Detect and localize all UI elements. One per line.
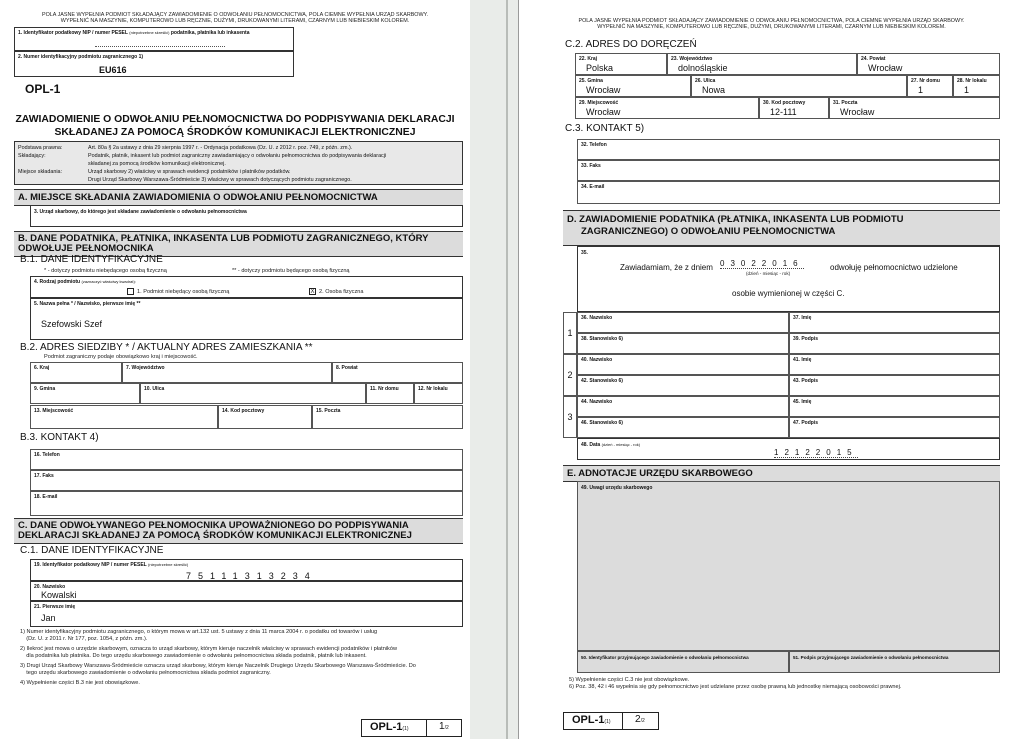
footnote-line: 3) Drugi Urząd Skarbowy Warszawa-Śródmieście oznacza urząd skarbowy, którym kieruje Naczelnik Drugiego Urzędu Skarbowego Warszawa-Śródmieście. Do <box>20 663 416 669</box>
address-field-27[interactable] <box>907 75 953 97</box>
full-name-value: Szefowski Szef <box>41 319 103 329</box>
field-label: 18. E-mail <box>34 494 58 500</box>
address-field[interactable] <box>332 362 463 383</box>
field-label: 39. Podpis <box>793 336 819 342</box>
field-label: 50. Identyfikator przyjmującego zawiadomienie o odwołaniu pełnomocnictwa <box>581 655 749 660</box>
field-value: 12-111 <box>770 107 797 117</box>
subsection-c1: C.1. DANE IDENTYFIKACYJNE <box>20 545 164 556</box>
field-1-nip[interactable] <box>14 27 294 51</box>
row-number: 1 <box>563 312 577 354</box>
page-footer <box>563 712 659 730</box>
submission-date: 12122015 <box>774 448 858 457</box>
legal-basis-block <box>14 141 463 185</box>
field-label: 24. Powiat <box>861 56 886 62</box>
field-3-tax-office[interactable] <box>30 205 463 227</box>
field-label: 25. Gmina <box>579 78 603 84</box>
signatory-field[interactable] <box>577 312 789 333</box>
contact-field[interactable] <box>577 181 1000 204</box>
footer-form-code: OPL-1 <box>370 721 403 733</box>
section-d-header <box>563 210 1000 246</box>
field-label: 42. Stanowisko 6) <box>581 378 623 384</box>
checkbox-icon[interactable] <box>127 288 134 295</box>
field-label: 22. Kraj <box>579 56 598 62</box>
address-field-25[interactable] <box>575 75 691 97</box>
field-label: 40. Nazwisko <box>581 357 613 363</box>
contact-field[interactable] <box>30 491 463 516</box>
date-format-hint: (dzień - miesiąc - rok) <box>746 271 791 276</box>
subsection-c2: C.2. ADRES DO DORĘCZEŃ <box>565 39 697 50</box>
field-49-remarks <box>577 481 1000 651</box>
field-35-statement <box>577 246 1000 312</box>
field-label: 41. Imię <box>793 357 812 363</box>
field-label: 47. Podpis <box>793 420 819 426</box>
revocation-date[interactable]: 03022016 <box>720 259 804 268</box>
field-label: 31. Poczta <box>833 100 858 106</box>
section-b-line: ODWOŁUJE PEŁNOMOCNIKA <box>18 243 154 254</box>
footnote-line: 6) Poz. 38, 42 i 46 wypełnia się gdy pełnomocnictwo jest udzielane przez osobę prawną lub jednostkę niemającą osobowości prawnej. <box>569 684 902 690</box>
signatory-field[interactable] <box>789 354 1000 375</box>
field-hint: (niepotrzebne skreślić) <box>148 562 189 567</box>
footer-page-number: 2 <box>635 714 641 725</box>
instruction-line: POLA JASNE WYPEŁNIA PODMIOT SKŁADAJĄCY ZAWIADOMIENIE O ODWOŁANIU PEŁNOMOCNICTWA, POLA CIEMNE WYPEŁNIA URZĄD SKARBOWY. <box>578 18 965 24</box>
option-label: 1. Podmiot niebędący osobą fizyczną <box>137 288 230 295</box>
field-label: 13. Miejscowość <box>34 408 74 414</box>
field-value: Nowa <box>702 85 726 95</box>
section-d-line: D. ZAWIADOMIENIE PODATNIKA (PŁATNIKA, INKASENTA LUB PODMIOTU <box>567 214 904 225</box>
first-name-value: Jan <box>41 613 56 623</box>
legal-value: Podatnik, płatnik, inkasent lub podmiot zagraniczny zawiadamiający o odwołaniu pełnomocnictwa do podpisywania deklaracji <box>88 153 387 159</box>
field-label: 17. Faks <box>34 473 54 479</box>
b1-note: * - dotyczy podmiotu niebędącego osobą fizyczną <box>44 268 167 274</box>
footnote-line: (Dz. U. z 2011 r. Nr 177, poz. 1054, z późn. zm.). <box>20 636 148 642</box>
field-label: 30. Kod pocztowy <box>763 100 806 106</box>
address-field[interactable] <box>140 383 366 404</box>
field-label: 9. Gmina <box>34 386 56 392</box>
section-c-header <box>14 518 463 544</box>
signatory-field[interactable] <box>577 396 789 417</box>
field-label: 20. Nazwisko <box>34 584 66 590</box>
section-b-line: B. DANE PODATNIKA, PŁATNIKA, INKASENTA LUB PODMIOTU ZAGRANICZNEGO, KTÓRY <box>18 233 429 244</box>
signatory-field[interactable] <box>789 333 1000 354</box>
field-label: 27. Nr domu <box>911 78 940 84</box>
section-e-header: E. ADNOTACJE URZĘDU SKARBOWEGO <box>563 465 1000 482</box>
field-48-date[interactable] <box>577 438 1000 460</box>
fill-instructions <box>519 18 1024 30</box>
field-label: 45. Imię <box>793 399 812 405</box>
field-label: 48. Data <box>581 442 601 448</box>
field-5-full-name[interactable] <box>30 298 463 340</box>
field-value: Wrocław <box>586 107 621 117</box>
field-label: 43. Podpis <box>793 378 819 384</box>
field-label: 21. Pierwsze imię <box>34 604 76 610</box>
field-hint: (dzień - miesiąc - rok) <box>601 442 641 447</box>
footnote-line: 2) Ilekroć jest mowa o urzędzie skarbowym, oznacza to urząd skarbowy, którym kieruje naczelnik właściwy w sprawach ewidencji podatników i płatników <box>20 646 398 652</box>
fill-instructions <box>0 12 470 24</box>
signatory-field[interactable] <box>577 333 789 354</box>
field-label-suffix: podatnika, płatnika lub inkasenta <box>170 30 250 36</box>
footer-form-code: OPL-1 <box>572 714 605 726</box>
field-label: 6. Kraj <box>34 365 50 371</box>
field-50-receiver-id <box>577 651 789 673</box>
field-label: 23. Województwo <box>671 56 713 62</box>
signatory-field[interactable] <box>789 396 1000 417</box>
statement-text: odwołuję pełnomocnictwo udzielone <box>830 263 958 272</box>
address-field-28[interactable] <box>953 75 1000 97</box>
field-2-foreign-id[interactable] <box>14 51 294 77</box>
address-field-24[interactable] <box>857 53 1000 75</box>
statement-text: Zawiadamiam, że z dniem <box>620 263 713 272</box>
instruction-line: WYPEŁNIĆ NA MASZYNIE, KOMPUTEROWO LUB RĘCZNIE, DUŻYMI, DRUKOWANYMI LITERAMI, CZARNYM LUB NIEBIESKIM KOLOREM. <box>60 18 410 24</box>
title-line: SKŁADANEJ ZA POMOCĄ ŚRODKÓW KOMUNIKACJI ELEKTRONICZNEJ <box>54 127 416 138</box>
option-label: 2. Osoba fizyczna <box>319 288 364 295</box>
signatory-field[interactable] <box>577 417 789 438</box>
field-value: Wrocław <box>840 107 875 117</box>
field-value: dolnośląskie <box>678 63 728 73</box>
b1-note: ** - dotyczy podmiotu będącego osobą fizyczną <box>232 268 350 274</box>
field-hint: (zaznaczyć właściwy kwadrat): <box>81 279 136 284</box>
footer-version: (1) <box>604 719 611 725</box>
subsection-b1: B.1. DANE IDENTYFIKACYJNE <box>20 254 163 265</box>
signatory-field[interactable] <box>577 354 789 375</box>
page-footer <box>361 719 462 737</box>
legal-key: Miejsce składania: <box>18 169 63 175</box>
field-value: Polska <box>586 63 614 73</box>
field-label: 36. Nazwisko <box>581 315 613 321</box>
address-field-29[interactable] <box>575 97 759 119</box>
field-51-receiver-signature <box>789 651 1000 673</box>
address-field-26[interactable] <box>691 75 907 97</box>
field-label: 8. Powiat <box>336 365 358 371</box>
field-label: 29. Miejscowość <box>579 100 619 106</box>
footnote-line: tego urzędu skarbowego zawiadomienie o odwołaniu pełnomocnictwa składa podmiot zagraniczny. <box>20 670 271 676</box>
field-label: 37. Imię <box>793 315 812 321</box>
signatory-field[interactable] <box>577 375 789 396</box>
instruction-line: WYPEŁNIĆ NA MASZYNIE, KOMPUTEROWO LUB RĘCZNIE, DUŻYMI, DRUKOWANYMI LITERAMI, CZARNYM LUB NIEBIESKIM KOLOREM. <box>597 24 946 30</box>
legal-value: Drugi Urząd Skarbowy Warszawa-Śródmieście 3) właściwy w sprawach dotyczących podmiotu zagranicznego. <box>88 177 352 183</box>
field-label: 44. Nazwisko <box>581 399 613 405</box>
address-field-30[interactable] <box>759 97 829 119</box>
page-gap <box>470 0 518 739</box>
field-value: 1 <box>964 85 970 95</box>
form-page-1 <box>0 0 470 739</box>
address-field[interactable] <box>122 362 332 383</box>
field-21-first-name[interactable] <box>30 601 463 627</box>
row-number: 2 <box>563 354 577 396</box>
field-label: 19. Identyfikator podatkowy NIP / numer PESEL <box>34 562 147 568</box>
field-19-nip[interactable] <box>30 559 463 581</box>
field-value: Wrocław <box>586 85 621 95</box>
instruction-line: POLA JASNE WYPEŁNIA PODMIOT SKŁADAJĄCY ZAWIADOMIENIE O ODWOŁANIU PEŁNOMOCNICTWA, POLA CIEMNE WYPEŁNIA URZĄD SKARBOWY. <box>41 12 428 18</box>
field-label: 49. Uwagi urzędu skarbowego <box>581 485 653 491</box>
subsection-b2: B.2. ADRES SIEDZIBY * / AKTUALNY ADRES ZAMIESZKANIA ** <box>20 342 313 353</box>
legal-key: Składający: <box>18 153 46 159</box>
field-label: 4. Rodzaj podmiotu <box>34 279 81 285</box>
section-d-line: ZAGRANICZNEGO) O ODWOŁANIU PEŁNOMOCNICTWA <box>581 226 836 237</box>
field-label: 1. Identyfikator podatkowy NIP / numer PESEL <box>18 30 128 36</box>
b2-note: Podmiot zagraniczny podaje obowiązkowo kraj i miejscowość. <box>44 354 198 360</box>
address-field[interactable] <box>30 362 122 383</box>
field-label: 34. E-mail <box>581 184 605 190</box>
subsection-c3: C.3. KONTAKT 5) <box>565 123 645 134</box>
footnote-line: 4) Wypełnienie części B.3 nie jest obowiązkowe. <box>20 680 140 686</box>
address-field[interactable] <box>366 383 414 404</box>
subsection-b3: B.3. KONTAKT 4) <box>20 432 99 443</box>
legal-value: składanej za pomocą środków komunikacji elektronicznej. <box>88 161 226 167</box>
contact-field[interactable] <box>577 160 1000 181</box>
option-natural-person[interactable] <box>309 288 363 296</box>
footnotes <box>569 677 901 691</box>
contact-field[interactable] <box>30 449 463 470</box>
footnote-line: 5) Wypełnienie części C.3 nie jest obowiązkowe. <box>569 677 690 683</box>
checked-checkbox-icon[interactable]: X <box>310 289 315 295</box>
address-field-23[interactable] <box>667 53 857 75</box>
field-label: 16. Telefon <box>34 452 60 458</box>
field-label: 32. Telefon <box>581 142 607 148</box>
field-label: 10. Ulica <box>144 386 165 392</box>
nip-digits: 75111313234 <box>186 571 317 581</box>
field-label: 2. Numer identyfikacyjny podmiotu zagranicznego 1) <box>18 54 144 60</box>
field-label: 28. Nr lokalu <box>957 78 987 84</box>
footer-page-total: /2 <box>640 718 645 724</box>
field-label: 46. Stanowisko 6) <box>581 420 623 426</box>
contact-field[interactable] <box>30 470 463 491</box>
field-label: 33. Faks <box>581 163 601 169</box>
field-label: 5. Nazwa pełna * / Nazwisko, pierwsze imię ** <box>34 301 141 307</box>
address-field[interactable] <box>312 405 463 429</box>
signatory-field[interactable] <box>789 417 1000 438</box>
field-label: 38. Stanowisko 6) <box>581 336 623 342</box>
field-value: Wrocław <box>868 63 903 73</box>
address-field[interactable] <box>30 383 140 404</box>
contact-field[interactable] <box>577 139 1000 160</box>
statement-text: osobie wymienionej w części C. <box>732 289 845 298</box>
field-label: 11. Nr domu <box>370 386 399 392</box>
foreign-id-value: EU616 <box>99 65 127 75</box>
form-page-2 <box>518 0 1024 739</box>
section-c-line: DEKLARACJI SKŁADANEJ ZA POMOCĄ ŚRODKÓW KOMUNIKACJI ELEKTRONICZNEJ <box>18 530 412 541</box>
field-label: 3. Urząd skarbowy, do którego jest składane zawiadomienie o odwołaniu pełnomocnictwa <box>34 209 247 215</box>
footer-page-number: 1 <box>439 721 445 732</box>
signatory-field[interactable] <box>789 312 1000 333</box>
surname-value: Kowalski <box>41 590 77 600</box>
footer-version: (1) <box>402 726 409 732</box>
legal-value: Art. 80a § 2a ustawy z dnia 29 sierpnia 1997 r. - Ordynacja podatkowa (Dz. U. z 2012 r. poz. 749, z późn. zm.). <box>88 145 353 151</box>
field-label: 35. <box>581 250 588 256</box>
field-4-entity-type <box>30 276 463 298</box>
legal-key: Podstawa prawna: <box>18 145 63 151</box>
form-title <box>0 113 470 139</box>
footnotes <box>20 629 416 687</box>
section-c-line: C. DANE ODWOŁYWANEGO PEŁNOMOCNIKA UPOWAŻNIONEGO DO PODPISYWANIA <box>18 520 409 531</box>
field-value: 1 <box>918 85 924 95</box>
field-label: 51. Podpis przyjmującego zawiadomienie o odwołaniu pełnomocnictwa <box>793 655 949 660</box>
option-non-natural-person[interactable] <box>127 288 229 296</box>
footnote-line: dla podatnika lub płatnika. Do tego urzędu skarbowego zawiadomienie o odwołaniu pełnomocnictwa składa podatnik, płatnik lub inkasent. <box>20 653 367 659</box>
address-field[interactable] <box>414 383 463 404</box>
field-label: 26. Ulica <box>695 78 716 84</box>
title-line: ZAWIADOMIENIE O ODWOŁANIU PEŁNOMOCNICTWA DO PODPISYWANIA DEKLARACJI <box>15 114 455 125</box>
form-code: OPL-1 <box>25 82 61 96</box>
field-label: 15. Poczta <box>316 408 341 414</box>
row-number: 3 <box>563 396 577 438</box>
footer-page-total: /2 <box>444 725 449 731</box>
field-label: 12. Nr lokalu <box>418 386 448 392</box>
field-label: 14. Kod pocztowy <box>222 408 265 414</box>
field-hint: (niepotrzebne skreślić) <box>129 30 170 35</box>
address-field-22[interactable] <box>575 53 667 75</box>
legal-value: Urząd skarbowy 2) właściwy w sprawach ewidencji podatników i płatników podatków. <box>88 169 291 175</box>
footnote-line: 1) Numer identyfikacyjny podmiotu zagranicznego, o którym mowa w art.132 ust. 5 ustawy z dnia 11 marca 2004 r. o podatku od towarów i usług <box>20 629 378 635</box>
section-a-header: A. MIEJSCE SKŁADANIA ZAWIADOMIENIA O ODWOŁANIU PEŁNOMOCNICTWA <box>14 189 463 206</box>
field-20-surname[interactable] <box>30 581 463 601</box>
address-field[interactable] <box>30 405 218 429</box>
address-field-31[interactable] <box>829 97 1000 119</box>
address-field[interactable] <box>218 405 312 429</box>
field-label: 7. Województwo <box>126 365 165 371</box>
signatory-field[interactable] <box>789 375 1000 396</box>
